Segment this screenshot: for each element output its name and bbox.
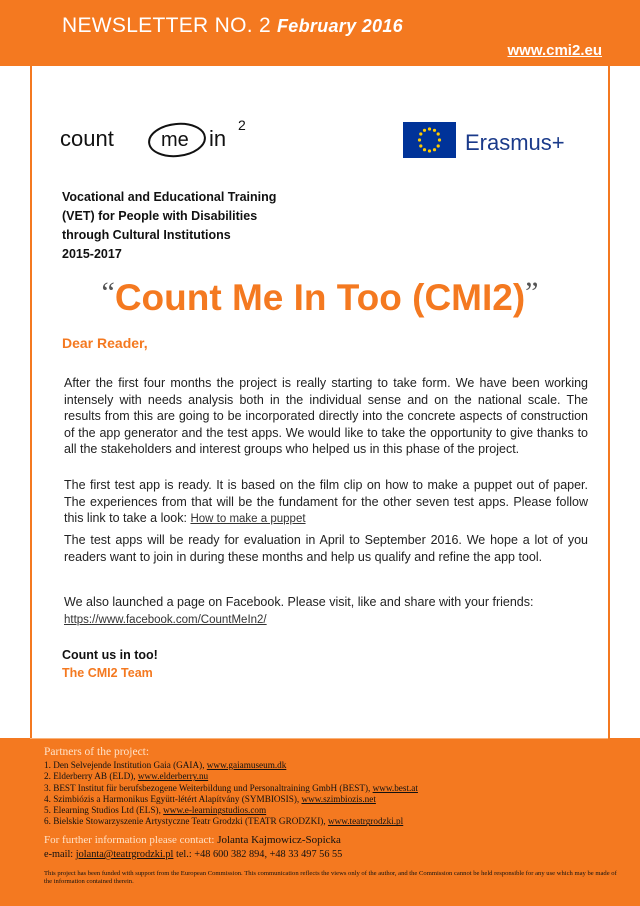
partners-list [44,760,418,828]
close-quote: ” [525,276,539,309]
frame-right [608,66,610,738]
partners-title: Partners of the project: [44,746,150,758]
partner-name: 2. Elderberry AB (ELD), [44,771,138,782]
contact-heading [44,834,341,846]
website-link[interactable]: www.cmi2.eu [507,42,602,59]
contact-label: For further information please contact: [44,834,215,846]
paragraph-2-text: The first test app is ready. It is based on the film clip on how to make a puppet out of paper. The experiences from that will be the fundament for the other seven test apps. Please follow this link to take a look: [64,478,588,525]
paragraph-3: The test apps will be ready for evaluation in April to September 2016. We hope a lot of you readers want to join in during these months and help us qualify and refine the app tool. [64,533,588,564]
title-text: Count Me In Too (CMI2) [114,277,526,318]
erasmus-text: Erasmus+ [465,130,565,155]
erasmus-logo [403,120,593,160]
logo-in-text: in [209,126,227,151]
header-divider [30,66,610,67]
contact-name: Jolanta Kajmowicz-Sopicka [217,834,341,846]
vet-line-4: 2015-2017 [62,247,122,261]
contact-details [44,849,342,860]
greeting: Dear Reader, [62,335,148,351]
partner-link[interactable]: www.szimbiozis.net [301,793,376,804]
paragraph-4 [64,594,588,628]
email-label: e-mail: [44,849,74,860]
partner-link[interactable]: www.elderberry.nu [137,771,209,782]
partner-name: 3. BEST Institut für berufsbezogene Weiterbildung und Personaltraining GmbH (BEST), [44,782,373,793]
newsletter-number: NEWSLETTER NO. 2 [62,14,271,37]
partner-name: 5. Elearning Studios Ltd (ELS), [44,805,164,816]
logo-superscript: 2 [238,117,246,133]
vet-line-1: Vocational and Educational Training [62,190,277,204]
paragraph-4-text: We also launched a page on Facebook. Please visit, like and share with your friends: [64,595,534,609]
email-link[interactable]: jolanta@teatrgrodzki.pl [75,849,174,860]
disclaimer: This project has been funded with support from the European Commission. This communication reflects the views only of the author, and the Commission cannot be held responsible for any use which may be made of the information contained therein. [44,870,617,886]
partner-name: 6. Bielskie Stowarzyszenie Artystyczne Teatr Grodzki (TEATR GRODZKI), [44,816,328,827]
frame-left [30,66,32,738]
vet-line-3: through Cultural Institutions [62,228,231,242]
partner-item [44,816,418,827]
paragraph-1: After the first four months the project is really starting to take form. We have been working intensely with needs analysis both in the individual sense and on the national scale. The results from this are going to be incorporated directly into the concrete aspects of construction of the app generator and the test apps. We would like to take the opportunity to give thanks to all the stakeholders and interest groups who helped us in this phase of the project. [64,376,588,456]
puppet-link[interactable]: How to make a puppet [190,513,306,525]
logo-me-text: me [161,129,189,151]
header-bar [0,0,640,66]
partner-item [44,760,418,771]
vet-description [62,188,302,264]
partner-link[interactable]: www.e-learningstudios.com [163,805,267,816]
partner-item [44,794,418,805]
logo-count-text: count [60,126,114,151]
team-signature: The CMI2 Team [62,666,153,680]
newsletter-title [62,14,403,38]
open-quote: “ [101,276,115,309]
vet-line-2: (VET) for People with Disabilities [62,209,258,223]
newsletter-date: February 2016 [277,16,403,36]
footer-divider [30,738,608,739]
signoff: Count us in too! [62,648,158,662]
partner-link[interactable]: www.teatrgrodzki.pl [327,816,404,827]
partner-item [44,805,418,816]
partner-item [44,771,418,782]
partner-name: 4. Szimbiózis a Harmonikus Együtt-létért Alapítvány (SYMBIOSIS), [44,793,302,804]
footer [0,738,640,906]
main-title [0,276,640,319]
partner-link[interactable]: www.gaiamuseum.dk [206,760,287,770]
partner-link[interactable]: www.best.at [372,782,418,793]
paragraph-2 [64,477,588,528]
count-me-in-logo [60,112,260,160]
partner-item [44,783,418,794]
partner-name: 1. Den Selvejende Institution Gaia (GAIA), [44,760,207,770]
phone-numbers: tel.: +48 600 382 894, +48 33 497 56 55 [175,849,343,860]
facebook-link[interactable]: https://www.facebook.com/CountMeIn2/ [64,613,267,626]
